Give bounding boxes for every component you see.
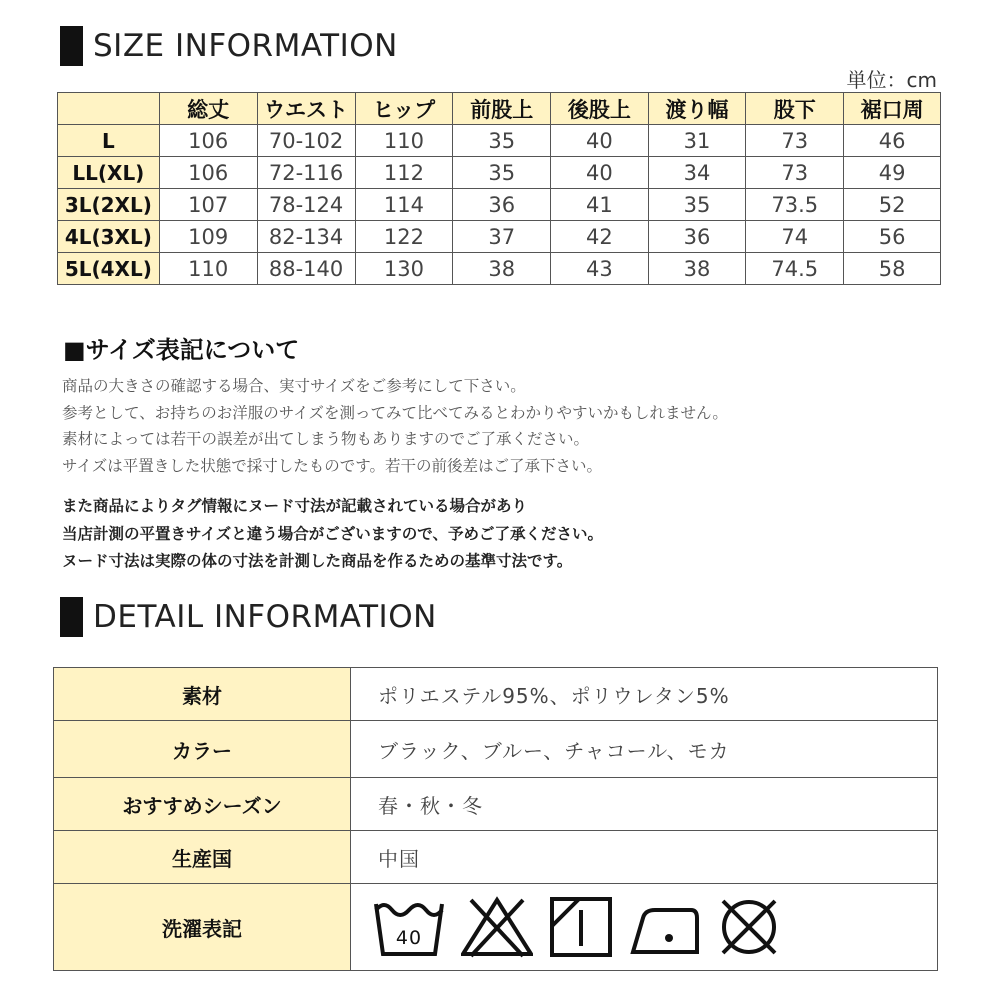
detail-info-title: DETAIL INFORMATION	[93, 599, 437, 635]
size-value-cell: 110	[355, 125, 453, 157]
detail-row	[54, 884, 938, 971]
size-row	[58, 189, 941, 221]
detail-value: 春・秋・冬	[351, 778, 938, 831]
size-notice-title: ■サイズ表記について	[63, 336, 300, 364]
size-value-cell: 37	[453, 221, 551, 253]
size-info-title: SIZE INFORMATION	[93, 28, 398, 64]
size-table-body	[58, 125, 941, 285]
size-value-cell: 35	[453, 125, 551, 157]
detail-value: ブラック、ブルー、チャコール、モカ	[351, 721, 938, 778]
detail-label: カラー	[54, 721, 351, 778]
size-value-cell: 56	[844, 221, 941, 253]
size-label: LL(XL)	[58, 157, 160, 189]
size-value-cell: 38	[648, 253, 746, 285]
no-dry-clean-icon	[717, 896, 781, 958]
size-value-cell: 110	[159, 253, 257, 285]
size-label: 5L(4XL)	[58, 253, 160, 285]
size-value-cell: 40	[551, 157, 649, 189]
heading-bar	[60, 26, 83, 66]
detail-row	[54, 778, 938, 831]
size-value-cell: 109	[159, 221, 257, 253]
unit-label: 単位：cm	[846, 68, 937, 92]
notice-bold-paragraph	[62, 493, 603, 576]
size-value-cell: 31	[648, 125, 746, 157]
care-symbols	[373, 896, 937, 958]
size-table-header-row	[58, 93, 941, 125]
notice-bold-line: ヌード寸法は実際の体の寸法を計測した商品を作るための基準寸法です。	[62, 552, 573, 570]
care-symbols-cell	[351, 884, 938, 971]
col-header: 渡り幅	[648, 93, 746, 125]
notice-line: サイズは平置きした状態で採寸したものです。若干の前後差はご了承下さい。	[62, 456, 603, 475]
size-row	[58, 253, 941, 285]
detail-row	[54, 831, 938, 884]
detail-label: おすすめシーズン	[54, 778, 351, 831]
detail-value: ポリエステル95%、ポリウレタン5%	[351, 668, 938, 721]
size-value-cell: 52	[844, 189, 941, 221]
size-value-cell: 49	[844, 157, 941, 189]
size-value-cell: 46	[844, 125, 941, 157]
detail-info-heading	[60, 597, 437, 637]
size-row	[58, 157, 941, 189]
size-value-cell: 122	[355, 221, 453, 253]
wash-temp: 40	[395, 927, 423, 949]
size-value-cell: 88-140	[257, 253, 355, 285]
notice-line: 素材によっては若干の誤差が出てしまう物もありますのでご了承ください。	[62, 430, 590, 448]
size-value-cell: 82-134	[257, 221, 355, 253]
size-value-cell: 38	[453, 253, 551, 285]
size-label: 3L(2XL)	[58, 189, 160, 221]
size-value-cell: 70-102	[257, 125, 355, 157]
size-info-heading	[60, 26, 398, 66]
size-table-corner	[58, 93, 160, 125]
size-label: 4L(3XL)	[58, 221, 160, 253]
col-header: 股下	[746, 93, 844, 125]
size-value-cell: 73	[746, 125, 844, 157]
line-dry-shade-icon	[549, 896, 613, 958]
size-row	[58, 221, 941, 253]
size-value-cell: 43	[551, 253, 649, 285]
notice-paragraph	[62, 373, 728, 479]
size-value-cell: 107	[159, 189, 257, 221]
size-value-cell: 40	[551, 125, 649, 157]
size-value-cell: 42	[551, 221, 649, 253]
size-value-cell: 73.5	[746, 189, 844, 221]
no-bleach-icon	[461, 896, 533, 958]
notice-line: 商品の大きさの確認する場合、実寸サイズをご参考にして下さい。	[62, 377, 526, 395]
size-value-cell: 58	[844, 253, 941, 285]
col-header: ウエスト	[257, 93, 355, 125]
wash-40-icon	[373, 896, 445, 958]
size-value-cell: 35	[453, 157, 551, 189]
detail-value: 中国	[351, 831, 938, 884]
detail-label: 素材	[54, 668, 351, 721]
size-value-cell: 78-124	[257, 189, 355, 221]
size-value-cell: 106	[159, 157, 257, 189]
heading-bar	[60, 597, 83, 637]
notice-line: 参考として、お持ちのお洋服のサイズを測ってみて比べてみるとわかりやすいかもしれません。	[62, 403, 728, 422]
iron-low-icon	[629, 896, 701, 958]
col-header: 総丈	[159, 93, 257, 125]
size-value-cell: 35	[648, 189, 746, 221]
size-table	[57, 92, 941, 285]
detail-row	[54, 668, 938, 721]
size-row	[58, 125, 941, 157]
col-header: 前股上	[453, 93, 551, 125]
size-value-cell: 36	[648, 221, 746, 253]
detail-label: 生産国	[54, 831, 351, 884]
size-value-cell: 72-116	[257, 157, 355, 189]
size-value-cell: 112	[355, 157, 453, 189]
notice-bold-line: 当店計測の平置きサイズと違う場合がございますので、予めご了承ください。	[62, 524, 603, 543]
detail-table	[53, 667, 938, 971]
size-value-cell: 106	[159, 125, 257, 157]
size-value-cell: 36	[453, 189, 551, 221]
size-value-cell: 73	[746, 157, 844, 189]
size-value-cell: 130	[355, 253, 453, 285]
detail-row	[54, 721, 938, 778]
detail-label: 洗濯表記	[54, 884, 351, 971]
col-header: 後股上	[551, 93, 649, 125]
size-value-cell: 41	[551, 189, 649, 221]
notice-bold-line: また商品によりタグ情報にヌード寸法が記載されている場合があり	[62, 497, 528, 515]
size-value-cell: 74	[746, 221, 844, 253]
col-header: 裾口周	[844, 93, 941, 125]
size-value-cell: 34	[648, 157, 746, 189]
col-header: ヒップ	[355, 93, 453, 125]
size-label: L	[58, 125, 160, 157]
size-value-cell: 114	[355, 189, 453, 221]
size-value-cell: 74.5	[746, 253, 844, 285]
